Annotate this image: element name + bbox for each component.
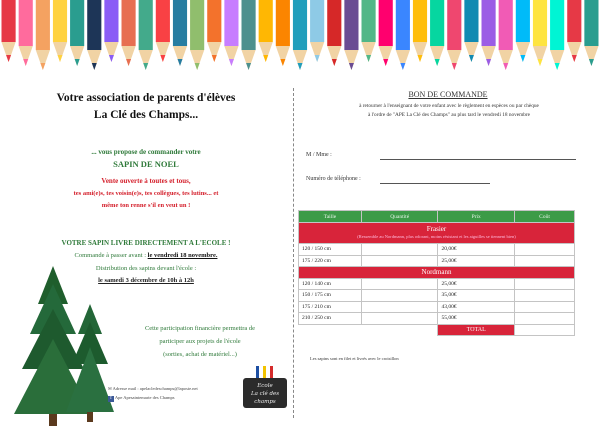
pencil-icon	[327, 0, 341, 66]
section-nordmann	[299, 267, 575, 279]
assoc-line1: Votre association de parents d'élèves	[56, 92, 236, 104]
row-prix: 20,00€	[438, 244, 515, 256]
pencil-icon	[362, 0, 376, 62]
pencil-icon	[259, 0, 273, 62]
pencil-icon	[430, 0, 444, 66]
row-cout[interactable]	[515, 301, 575, 313]
pencil-icon	[70, 0, 84, 66]
order-footnote: Les sapins sont en filet et livrés avec le croisillon	[310, 356, 399, 361]
table-row	[299, 255, 575, 267]
name-label: M / Mme :	[306, 152, 332, 158]
order-note	[318, 102, 580, 120]
total-label: TOTAL	[438, 324, 515, 336]
pencil-icon	[379, 0, 393, 66]
pencil-icon	[344, 0, 358, 70]
pencil-icon	[293, 0, 307, 70]
table-row	[299, 278, 575, 290]
pencil-icon	[224, 0, 238, 66]
section2-title: Nordmann	[299, 267, 575, 279]
row-taille: 175 / 220 cm	[299, 255, 362, 267]
row-prix: 55,00€	[438, 313, 515, 325]
order-note-line1: à retourner à l'enseignant de votre enfant avec le règlement en espèces ou par chèque	[359, 103, 539, 109]
pencil-icon	[516, 0, 530, 62]
renne-line: même ton renne s'il en veut un !	[101, 202, 191, 209]
name-field[interactable]	[380, 159, 576, 160]
row-prix: 43,00€	[438, 301, 515, 313]
phone-label: Numéro de téléphone :	[306, 176, 361, 182]
vente-line: Vente ouverte à toutes et tous,	[101, 177, 191, 185]
pencil-icon	[53, 0, 67, 62]
facebook-icon: f	[108, 396, 114, 402]
row-taille: 150 / 175 cm	[299, 290, 362, 302]
cut-line	[293, 88, 294, 418]
commande-prefix: Commande à passer avant :	[74, 252, 147, 259]
pencil-icon	[447, 0, 461, 70]
contact-mail: Adresse mail : apelacledeschamps@laposte.net	[112, 386, 198, 391]
participation-line3: (sorties, achat de matériel...)	[163, 351, 237, 358]
table-row	[299, 313, 575, 325]
logo-pencils-icon	[248, 366, 282, 378]
participation-line1: Cette participation financière permettra de	[144, 325, 256, 332]
participation-text	[110, 322, 290, 361]
header-taille: Taille	[299, 211, 362, 223]
row-quantite[interactable]	[361, 290, 438, 302]
section-frasier	[299, 223, 575, 244]
pencil-icon	[139, 0, 153, 70]
row-cout[interactable]	[515, 313, 575, 325]
row-taille: 175 / 210 cm	[299, 301, 362, 313]
total-spacer	[299, 324, 362, 336]
row-prix: 35,00€	[438, 290, 515, 302]
row-cout[interactable]	[515, 278, 575, 290]
row-quantite[interactable]	[361, 255, 438, 267]
propose-line: ... vous propose de commander votre	[91, 148, 201, 156]
school-logo	[243, 378, 287, 408]
table-row	[299, 301, 575, 313]
row-quantite[interactable]	[361, 278, 438, 290]
total-value[interactable]	[515, 324, 575, 336]
header-quantite: Quantité	[361, 211, 438, 223]
row-cout[interactable]	[515, 255, 575, 267]
association-name	[0, 90, 292, 124]
contact-info	[108, 384, 198, 402]
header-cout: Coût	[515, 211, 575, 223]
order-note-line2: à l'ordre de "APE La Clé des Champs" au plus tard le vendredi 18 novembre	[367, 112, 531, 118]
row-quantite[interactable]	[361, 301, 438, 313]
pencil-icon	[584, 0, 598, 66]
table-row	[299, 290, 575, 302]
pencil-icon	[156, 0, 170, 62]
pencil-icon	[122, 0, 136, 66]
pencil-icon	[242, 0, 256, 70]
row-taille: 210 / 250 cm	[299, 313, 362, 325]
pencil-icon	[396, 0, 410, 70]
header-prix: Prix	[438, 211, 515, 223]
pencil-icon	[464, 0, 478, 62]
pencil-icon	[87, 0, 101, 70]
order-table	[298, 210, 575, 336]
table-header	[299, 211, 575, 223]
row-quantite[interactable]	[361, 313, 438, 325]
logo-line1: Ecole	[257, 383, 273, 389]
assoc-line2: La Clé des Champs...	[93, 109, 199, 121]
pencil-icon	[482, 0, 496, 66]
order-title: BON DE COMMANDE	[408, 90, 488, 99]
pencil-icon	[104, 0, 118, 62]
row-taille: 120 / 140 cm	[299, 278, 362, 290]
table-row	[299, 244, 575, 256]
pencil-icon	[173, 0, 187, 66]
pencil-icon	[190, 0, 204, 70]
section1-title: Frasier	[426, 225, 447, 233]
row-cout[interactable]	[515, 290, 575, 302]
pencil-icon	[36, 0, 50, 70]
section1-note: (Ressemble au Nordmann, plus odorant, moins résistant et les aiguilles se tiennent bien)	[357, 234, 516, 239]
pencil-icon	[499, 0, 513, 70]
amis-line: tes ami(e)s, tes voisin(e)s, tes collègues, tes lutins... et	[73, 190, 219, 197]
pencil-icon	[276, 0, 290, 66]
contact-facebook: Ape Apesaintemarie des Champs	[114, 395, 175, 400]
pencils-banner	[0, 0, 600, 82]
pencil-icon	[310, 0, 324, 62]
row-quantite[interactable]	[361, 244, 438, 256]
pencil-icon	[550, 0, 564, 70]
order-form	[298, 84, 598, 424]
sapin-title: SAPIN DE NOEL	[113, 159, 179, 169]
row-cout[interactable]	[515, 244, 575, 256]
phone-field[interactable]	[380, 183, 490, 184]
christmas-tree-small	[62, 302, 118, 424]
flyer-left	[0, 84, 292, 424]
livre-line: VOTRE SAPIN LIVRE DIRECTEMENT A L'ECOLE !	[61, 239, 231, 247]
row-prix: 25,00€	[438, 278, 515, 290]
pencil-icon	[19, 0, 33, 66]
row-prix: 25,00€	[438, 255, 515, 267]
total-spacer	[361, 324, 438, 336]
mail-icon: ✉	[108, 386, 112, 391]
pencil-icon	[567, 0, 581, 62]
pencil-icon	[533, 0, 547, 66]
total-row	[299, 324, 575, 336]
pencil-icon	[2, 0, 16, 62]
participation-line2: participer aux projets de l'école	[159, 338, 241, 345]
logo-line2: La clé des champs	[250, 391, 280, 405]
commande-line	[0, 252, 292, 259]
commande-date: le vendredi 18 novembre.	[147, 252, 218, 259]
distribution-line: Distribution des sapins devant l'école :	[95, 265, 197, 272]
distribution-date: le samedi 3 décembre de 10h à 12h	[98, 277, 194, 284]
pencil-icon	[413, 0, 427, 62]
row-taille: 120 / 150 cm	[299, 244, 362, 256]
pencil-icon	[207, 0, 221, 62]
